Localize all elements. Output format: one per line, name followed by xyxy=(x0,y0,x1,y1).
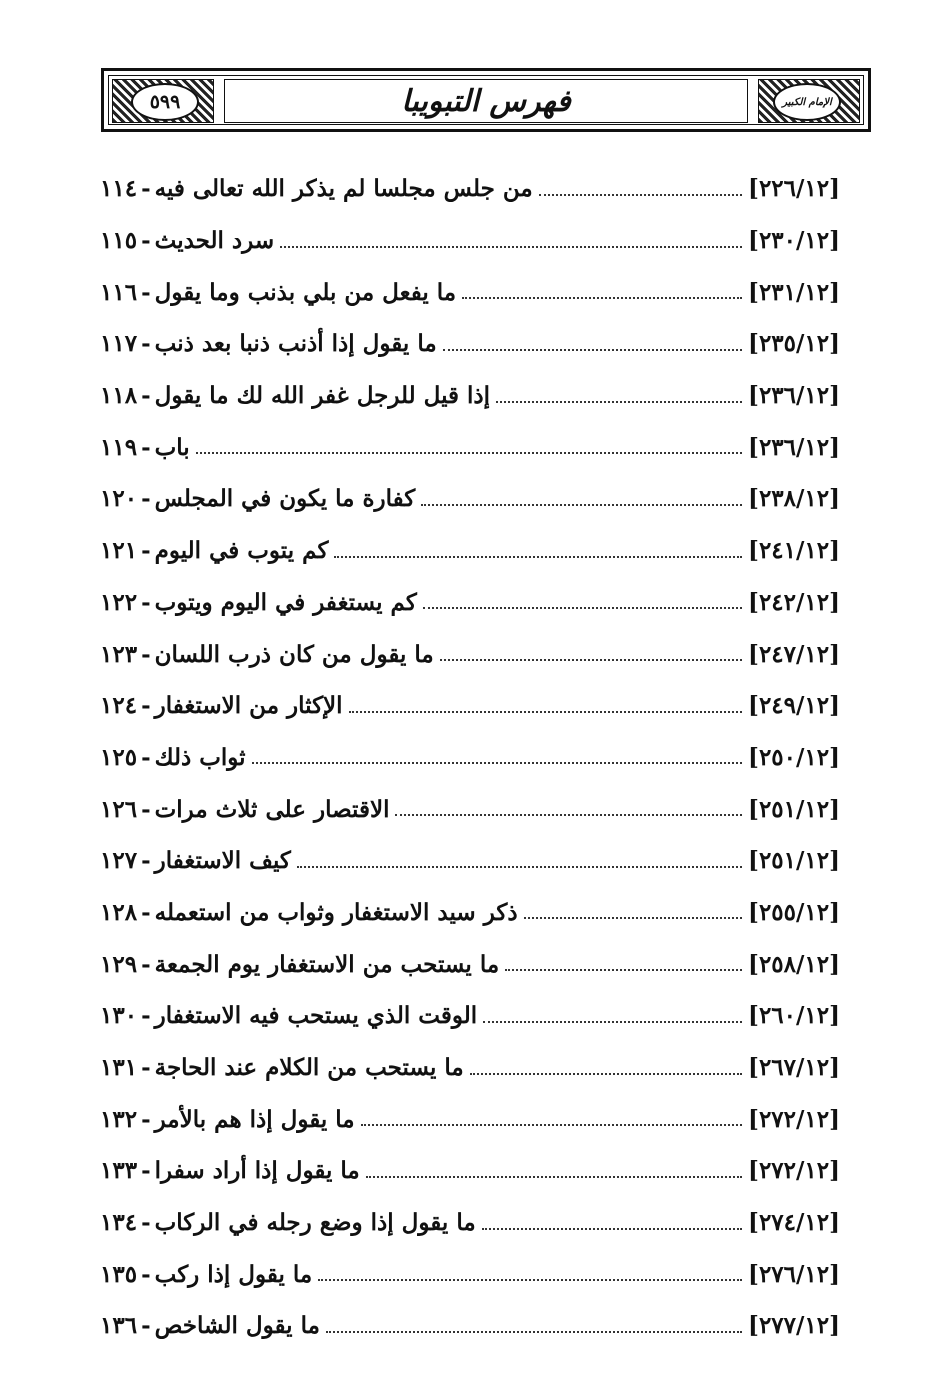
entry-reference: [٢٥٠/١٢] xyxy=(748,743,840,771)
entry-title: ما يقول إذا أذنب ذنبا بعد ذنب xyxy=(154,330,437,358)
entry-dash: - xyxy=(141,640,151,668)
toc-entry xyxy=(100,215,840,267)
entry-title: من جلس مجلسا لم يذكر الله تعالى فيه xyxy=(154,175,533,203)
entry-dash: - xyxy=(141,847,151,875)
entry-dash: - xyxy=(141,1157,151,1185)
entry-number: ١٢٣ xyxy=(100,640,138,668)
entry-dash: - xyxy=(141,433,151,461)
entry-number: ١٢٢ xyxy=(100,588,138,616)
leader-dots xyxy=(280,246,742,248)
entry-number: ١٣٣ xyxy=(100,1157,138,1185)
entry-dash: - xyxy=(141,175,151,203)
entry-reference: [٢٤١/١٢] xyxy=(748,537,840,565)
entry-number: ١٣١ xyxy=(100,1054,138,1082)
leader-dots xyxy=(423,607,742,609)
toc-entry xyxy=(100,1145,840,1197)
entry-reference: [٢٣٦/١٢] xyxy=(748,382,840,410)
entry-title: ذكر سيد الاستغفار وثواب من استعمله xyxy=(154,898,518,926)
entry-dash: - xyxy=(141,898,151,926)
leader-dots xyxy=(462,297,742,299)
entry-reference: [٢٣٥/١٢] xyxy=(748,330,840,358)
entry-reference: [٢٣٦/١٢] xyxy=(748,433,840,461)
entry-title: ما يقول إذا ركب xyxy=(154,1260,313,1288)
running-title: فهرس التبويبا xyxy=(224,79,748,123)
entry-title: ما يستحب من الاستغفار يوم الجمعة xyxy=(154,950,500,978)
entry-number: ١٢٦ xyxy=(100,795,138,823)
entry-dash: - xyxy=(141,330,151,358)
entry-reference: [٢٢٦/١٢] xyxy=(748,175,840,203)
entry-dash: - xyxy=(141,278,151,306)
entry-reference: [٢٦٧/١٢] xyxy=(748,1054,840,1082)
leader-dots xyxy=(539,194,742,196)
entry-reference: [٢٧٦/١٢] xyxy=(748,1260,840,1288)
toc-entry xyxy=(100,887,840,939)
entry-title: ثواب ذلك xyxy=(154,743,246,771)
toc-entry xyxy=(100,163,840,215)
entry-title: ما يقول الشاخص xyxy=(154,1312,320,1340)
entry-title: ما يفعل من بلي بذنب وما يقول xyxy=(154,278,457,306)
entry-title: ما يستحب من الكلام عند الحاجة xyxy=(154,1054,464,1082)
entry-title: كم يستغفر في اليوم ويتوب xyxy=(154,588,417,616)
entry-dash: - xyxy=(141,950,151,978)
entry-number: ١٢٧ xyxy=(100,847,138,875)
entry-reference: [٢٧٢/١٢] xyxy=(748,1157,840,1185)
toc-entry xyxy=(100,628,840,680)
entry-title: الاقتصار على ثلاث مرات xyxy=(154,795,390,823)
toc-entry xyxy=(100,938,840,990)
entry-reference: [٢٧٤/١٢] xyxy=(748,1209,840,1237)
entry-title: كم يتوب في اليوم xyxy=(154,537,329,565)
page-number: ٥٩٩ xyxy=(131,83,199,121)
entry-dash: - xyxy=(141,692,151,720)
leader-dots xyxy=(361,1124,742,1126)
entry-number: ١٢٠ xyxy=(100,485,138,513)
toc-entry xyxy=(100,421,840,473)
entry-dash: - xyxy=(141,1312,151,1340)
leader-dots xyxy=(326,1331,742,1333)
toc-entry xyxy=(100,1300,840,1352)
toc-entry xyxy=(100,1042,840,1094)
toc-entry xyxy=(100,783,840,835)
entry-title: كيف الاستغفار xyxy=(154,847,291,875)
toc-entry xyxy=(100,577,840,629)
entry-reference: [٢٥١/١٢] xyxy=(748,847,840,875)
leader-dots xyxy=(505,969,742,971)
toc-entry xyxy=(100,525,840,577)
entry-dash: - xyxy=(141,1002,151,1030)
leader-dots xyxy=(366,1176,742,1178)
entry-reference: [٢٦٠/١٢] xyxy=(748,1002,840,1030)
entry-number: ١٣٢ xyxy=(100,1105,138,1133)
entry-dash: - xyxy=(141,588,151,616)
entry-dash: - xyxy=(141,743,151,771)
entry-title: الإكثار من الاستغفار xyxy=(154,692,343,720)
entry-number: ١١٧ xyxy=(100,330,138,358)
toc-entry xyxy=(100,1093,840,1145)
entry-number: ١٢٨ xyxy=(100,898,138,926)
leader-dots xyxy=(483,1021,742,1023)
entry-number: ١٣٤ xyxy=(100,1209,138,1237)
entry-number: ١١٩ xyxy=(100,433,138,461)
entry-title: ما يقول إذا أراد سفرا xyxy=(154,1157,360,1185)
leader-dots xyxy=(470,1073,742,1075)
entry-reference: [٢٤٩/١٢] xyxy=(748,692,840,720)
toc-entry xyxy=(100,1197,840,1249)
entry-reference: [٢٣٨/١٢] xyxy=(748,485,840,513)
entry-number: ١١٨ xyxy=(100,382,138,410)
entry-number: ١١٥ xyxy=(100,227,138,255)
entry-dash: - xyxy=(141,1260,151,1288)
entry-reference: [٢٧٧/١٢] xyxy=(748,1312,840,1340)
entry-number: ١٣٠ xyxy=(100,1002,138,1030)
page-header xyxy=(101,68,871,132)
leader-dots xyxy=(252,762,742,764)
entry-dash: - xyxy=(141,1209,151,1237)
entry-title: ما يقول إذا وضع رجله في الركاب xyxy=(154,1209,476,1237)
entry-dash: - xyxy=(141,537,151,565)
entry-dash: - xyxy=(141,382,151,410)
page-number-ornament xyxy=(112,79,214,123)
entry-number: ١٣٥ xyxy=(100,1260,138,1288)
entry-dash: - xyxy=(141,227,151,255)
toc-entry xyxy=(100,835,840,887)
entry-reference: [٢٣١/١٢] xyxy=(748,278,840,306)
toc-entry xyxy=(100,990,840,1042)
toc-entry xyxy=(100,318,840,370)
entry-number: ١٢٥ xyxy=(100,743,138,771)
toc-entry xyxy=(100,680,840,732)
toc-entry xyxy=(100,266,840,318)
entry-reference: [٢٧٢/١٢] xyxy=(748,1105,840,1133)
entry-dash: - xyxy=(141,795,151,823)
emblem: الإمام الكبير xyxy=(773,83,841,121)
leader-dots xyxy=(318,1279,742,1281)
entry-reference: [٢٥٨/١٢] xyxy=(748,950,840,978)
toc-entry xyxy=(100,1248,840,1300)
leader-dots xyxy=(524,917,742,919)
leader-dots xyxy=(496,401,742,403)
leader-dots xyxy=(196,452,742,454)
table-of-contents xyxy=(100,163,840,1352)
leader-dots xyxy=(297,866,742,868)
entry-title: كفارة ما يكون في المجلس xyxy=(154,485,416,513)
leader-dots xyxy=(334,556,742,558)
leader-dots xyxy=(482,1228,742,1230)
entry-title: سرد الحديث xyxy=(154,227,275,255)
entry-number: ١٢١ xyxy=(100,537,138,565)
entry-title: ما يقول من كان ذرب اللسان xyxy=(154,640,434,668)
entry-reference: [٢٤٧/١٢] xyxy=(748,640,840,668)
entry-number: ١٢٩ xyxy=(100,950,138,978)
entry-dash: - xyxy=(141,485,151,513)
leader-dots xyxy=(421,504,742,506)
entry-number: ١٢٤ xyxy=(100,692,138,720)
toc-entry xyxy=(100,370,840,422)
entry-title: ما يقول إذا هم بالأمر xyxy=(154,1105,355,1133)
entry-number: ١١٤ xyxy=(100,175,138,203)
entry-title: الوقت الذي يستحب فيه الاستغفار xyxy=(154,1002,478,1030)
entry-title: إذا قيل للرجل غفر الله لك ما يقول xyxy=(154,382,491,410)
entry-reference: [٢٤٢/١٢] xyxy=(748,588,840,616)
entry-reference: [٢٥١/١٢] xyxy=(748,795,840,823)
entry-dash: - xyxy=(141,1054,151,1082)
toc-entry xyxy=(100,473,840,525)
entry-number: ١٣٦ xyxy=(100,1312,138,1340)
leader-dots xyxy=(349,711,743,713)
entry-reference: [٢٣٠/١٢] xyxy=(748,227,840,255)
emblem-ornament xyxy=(758,79,860,123)
leader-dots xyxy=(395,814,742,816)
entry-reference: [٢٥٥/١٢] xyxy=(748,898,840,926)
entry-number: ١١٦ xyxy=(100,278,138,306)
entry-title: باب xyxy=(154,433,190,461)
entry-dash: - xyxy=(141,1105,151,1133)
leader-dots xyxy=(443,349,742,351)
toc-entry xyxy=(100,732,840,784)
leader-dots xyxy=(440,659,742,661)
